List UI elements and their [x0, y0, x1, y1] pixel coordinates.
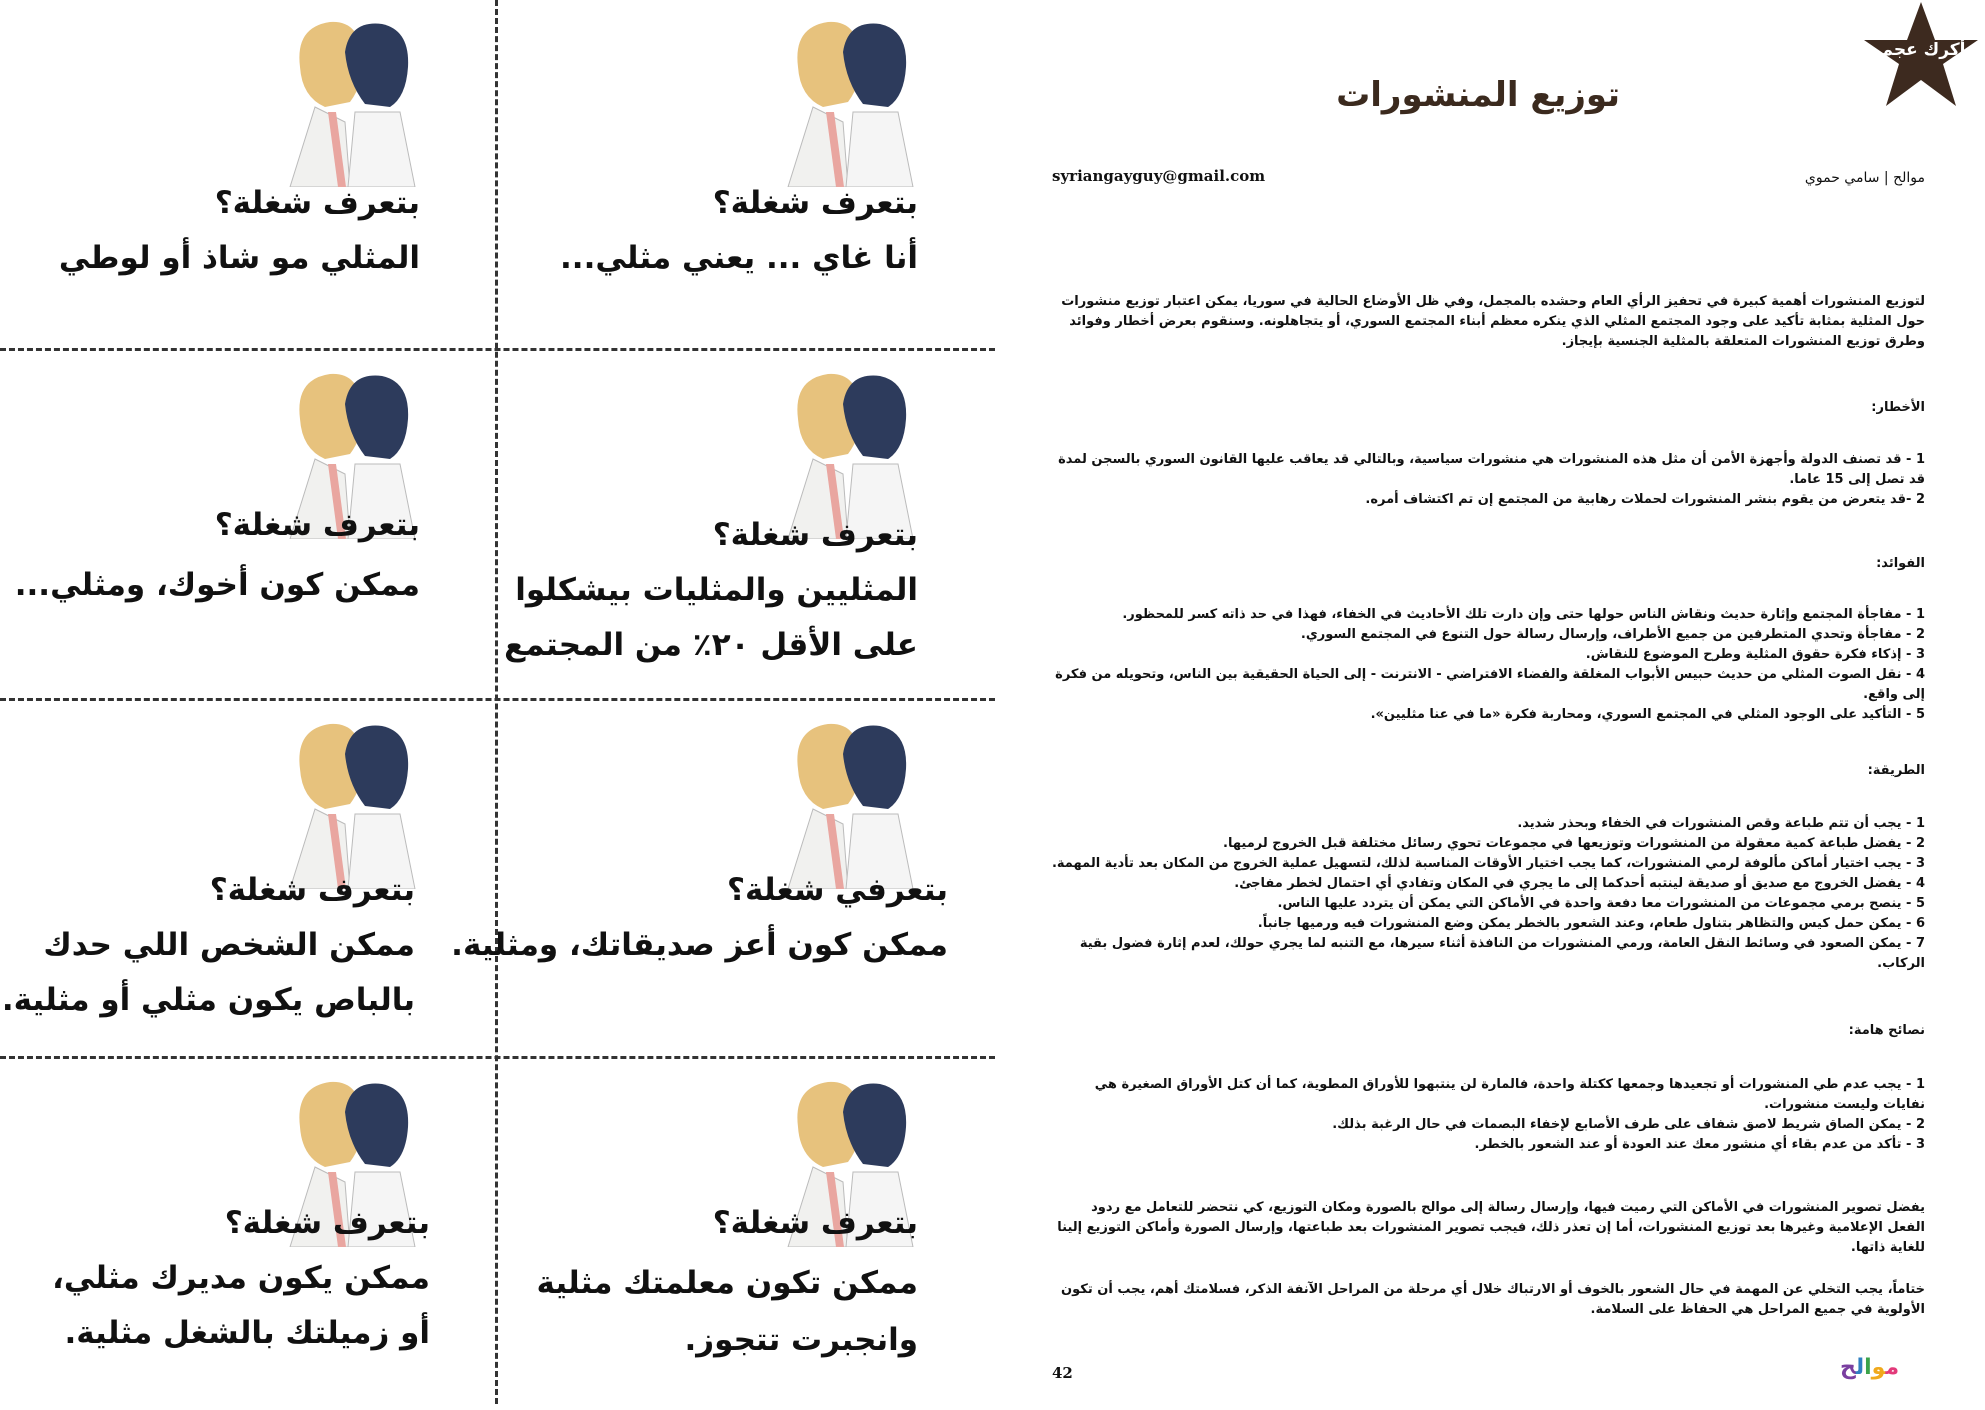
flyer-card	[0, 0, 495, 350]
section-heading-risks: الأخطار:	[1871, 400, 1925, 415]
list-item: 1 - قد تصنف الدولة وأجهزة الأمن أن مثل هذه المنشورات هي منشورات سياسية، وبالتالي قد يعاقب عليها القانون السوري بالسجن لمدة قد تصل إلى 15 عاما.	[1058, 452, 1925, 487]
benefits-list	[1052, 605, 1925, 725]
final-paragraph: ختاماً، يجب التخلي عن المهمة في حال الشعور بالخوف أو الارتباك خلال أي مرحلة من المراحل الآنفة الذكر، فسلامتك أهم، يجب أن تكون الأولوية في جميع المراحل هي الحفاظ على السلامة.	[1061, 1282, 1925, 1317]
list-item: 2 -قد يتعرض من يقوم بنشر المنشورات لحملات رهابية من المجتمع إن تم اكتشاف أمره.	[1365, 492, 1925, 507]
column-badge: أكرك عجم	[1880, 40, 1966, 60]
list-item: 5 - التأكيد على الوجود المثلي في المجتمع السوري، ومحاربة فكرة «ما في عنا مثليين».	[1370, 707, 1925, 722]
flyer-question: بتعرف شغلة؟	[214, 185, 420, 221]
section-heading-method: الطريقة:	[1867, 763, 1925, 778]
flyer-message-2: وانجبرت تتجوز.	[684, 1322, 918, 1358]
list-item: 3 - إذكاء فكرة حقوق المثلية وطرح الموضوع للنقاش.	[1585, 647, 1925, 662]
page-number: 42	[1052, 1364, 1073, 1382]
list-item: 5 - ينصح برمي مجموعات من المنشورات معا دفعة واحدة في الأماكن التي يمكن أن يتردد عليها الناس.	[1277, 896, 1925, 911]
tips-list	[1052, 1075, 1925, 1155]
flyer-message: المثليين والمثليات بيشكلوا	[515, 572, 918, 608]
flyer-message-2: بالباص يكون مثلي أو مثلية.	[1, 982, 415, 1018]
article-title: توزيع المنشورات	[1336, 75, 1620, 115]
couple-illustration	[270, 12, 420, 187]
list-item: 2 - مفاجأة وتحدي المتطرفين من جميع الأطراف، وإرسال رسالة حول التنوع في المجتمع السوري.	[1300, 627, 1925, 642]
couple-illustration	[768, 12, 918, 187]
flyer-message: ممكن يكون مديرك مثلي،	[52, 1260, 430, 1296]
method-list	[1052, 814, 1925, 974]
flyer-question: بتعرف شغلة؟	[224, 1205, 430, 1241]
flyer-question: بتعرف شغلة؟	[712, 185, 918, 221]
flyer-message: ممكن كون أخوك، ومثلي...	[14, 567, 420, 603]
flyer-card	[0, 702, 495, 1052]
section-heading-benefits: الفوائد:	[1876, 556, 1925, 571]
couple-illustration	[768, 364, 918, 539]
list-item: 2 - يفضل طباعة كمية معقولة من المنشورات وتوزيعها في مجموعات تحوي رسائل مختلفة قبل الخروج لرميها.	[1223, 836, 1925, 851]
flyer-message: ممكن الشخص اللي حدك	[43, 927, 415, 963]
list-item: 7 - يمكن الصعود في وسائط النقل العامة، ورمي المنشورات من النافذة أثناء سيرها، مع التنبه لما يجري حولك، لعدم إثارة فضول بقية الركاب.	[1079, 936, 1925, 971]
flyer-message-2: أو زميلتك بالشغل مثلية.	[64, 1315, 430, 1351]
list-item: 1 - مفاجأة المجتمع وإثارة حديث ونقاش الناس حولها حتى وإن دارت تلك الأحاديث في الخفاء، فهذا في حد ذاته كسر للمحظور.	[1122, 607, 1925, 622]
flyer-card	[0, 352, 495, 702]
flyer-question: بتعرف شغلة؟	[712, 517, 918, 553]
article-intro: لتوزيع المنشورات أهمية كبيرة في تحفيز الرأي العام وحشده بالمجمل، وفي ظل الأوضاع الحالية في سوريا، يمكن اعتبار توزيع منشورات حول المثلية بمثابة تأكيد على وجود المجتمع المثلي الذي ينكره معظم أبناء المجتمع السوري، أو يتجاهلونه. وسنقوم بعرض أخطار وفوائد وطرق توزيع المنشورات المتعلقة بالمثلية الجنسية بإيجاز.	[1061, 294, 1925, 349]
list-item: 6 - يمكن حمل كيس والتظاهر بتناول طعام، وعند الشعور بالخطر يمكن وضع المنشورات فيه ورميها جانباً.	[1257, 916, 1925, 931]
flyer-card	[498, 352, 993, 702]
list-item: 3 - يجب اختيار أماكن مألوفة لرمي المنشورات، كما يجب اختيار الأوقات المناسبة لذلك، لتسهيل عملية الخروج من المكان بعد تأدية المهمة.	[1051, 856, 1925, 871]
horizontal-cut-line	[0, 1056, 995, 1059]
flyer-question: بتعرف شغلة؟	[209, 872, 415, 908]
list-item: 4 - يفضل الخروج مع صديق أو صديقة لينتبه أحدكما إلى ما يجري في المكان وتفادي أي احتمال لخطر مفاجئ.	[1234, 876, 1925, 891]
flyer-message: ممكن كون أعز صديقاتك، ومثلية.	[451, 927, 948, 963]
flyer-card	[451, 702, 993, 1052]
section-heading-tips: نصائح هامة:	[1848, 1023, 1925, 1038]
risks-list	[1052, 450, 1925, 510]
article-author: موالح | سامي حموي	[1804, 170, 1925, 186]
list-item: 1 - يجب عدم طي المنشورات أو تجعيدها وجمعها ككتلة واحدة، فالمارة لن ينتبهوا للأوراق المطوية، كما أن كتل الأوراق الصغيرة هي نفايات وليست منشورات.	[1094, 1077, 1925, 1112]
list-item: 4 - نقل الصوت المثلي من حديث حبيس الأبواب المغلقة والفضاء الافتراضي - الانترنت - إلى الحياة الحقيقية بين الناس، وتحويله من فكرة إلى واقع.	[1055, 667, 1925, 702]
magazine-logo: موالح	[1840, 1355, 1900, 1380]
list-item: 2 - يمكن الصاق شريط لاصق شفاف على طرف الأصابع لإخفاء البصمات في حال الرغبة بذلك.	[1332, 1117, 1925, 1132]
couple-illustration	[768, 714, 918, 889]
author-email: syriangayguy@gmail.com	[1052, 167, 1266, 185]
flyer-question: بتعرف شغلة؟	[214, 507, 420, 543]
flyer-message-2: على الأقل ٢٠٪ من المجتمع	[504, 627, 918, 663]
flyer-question: بتعرف شغلة؟	[712, 1205, 918, 1241]
flyer-message: أنا غاي ... يعني مثلي...	[560, 240, 918, 276]
list-item: 3 - تأكد من عدم بقاء أي منشور معك عند العودة أو عند الشعور بالخطر.	[1474, 1137, 1925, 1152]
flyer-card	[498, 0, 993, 350]
flyer-question: بتعرفي شغلة؟	[727, 872, 948, 908]
flyer-message: ممكن تكون معلمتك مثلية	[536, 1265, 918, 1301]
closing-paragraph: يفضل تصوير المنشورات في الأماكن التي رميت فيها، وإرسال رسالة إلى موالح بالصورة ومكان التوزيع، كي نتحضر للتعامل مع ردود الفعل الإعلامية وغيرها بعد توزيع المنشورات، أما إن تعذر ذلك، فيجب تصوير المنشورات بعد طباعتها، وإرسال الصورة وأماكن التوزيع إلينا للغاية ذاتها.	[1057, 1200, 1925, 1255]
list-item: 1 - يجب أن تتم طباعة وقص المنشورات في الخفاء وبحذر شديد.	[1517, 816, 1925, 831]
article-page	[1000, 0, 1985, 1404]
flyer-card	[498, 1060, 993, 1410]
flyer-message: المثلي مو شاذ أو لوطي	[58, 240, 420, 276]
flyer-card	[0, 1060, 495, 1410]
couple-illustration	[270, 714, 420, 889]
